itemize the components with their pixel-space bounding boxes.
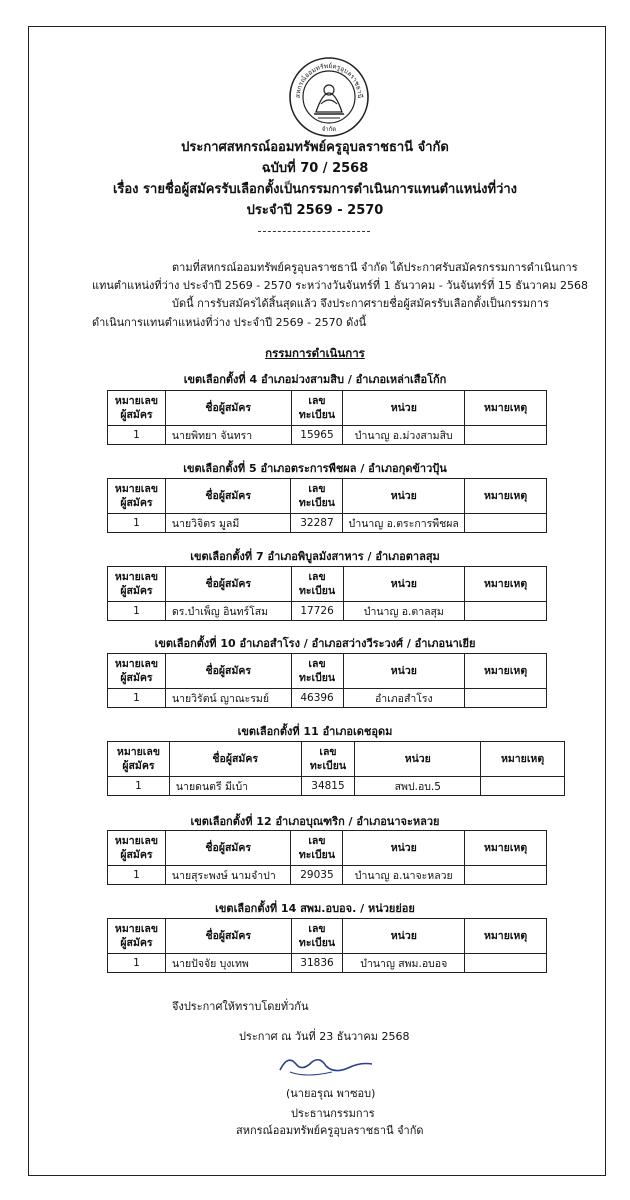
- header-number-line1: หมายเลข: [114, 923, 159, 935]
- header-candidate-number: [108, 479, 166, 514]
- candidate-registration: 32287: [291, 514, 343, 533]
- candidate-unit: บำนาญ สพม.อบอจ: [343, 954, 465, 973]
- candidate-name: ดร.บำเพ็ญ อินทร์โสม: [165, 602, 291, 621]
- candidate-registration: 46396: [291, 689, 343, 708]
- header-remark: หมายเหตุ: [481, 742, 565, 777]
- table-row: [108, 866, 547, 885]
- header-unit: หน่วย: [343, 391, 465, 426]
- signer-name: (นายอรุณ พาซอบ): [286, 1087, 376, 1100]
- section-title: เขตเลือกตั้งที่ 12 อำเภอบุณฑริก / อำเภอนาจะหลวย: [190, 815, 440, 828]
- candidate-unit: บำนาญ อ.นาจะหลวย: [343, 866, 465, 885]
- cooperative-seal-logo: [288, 56, 370, 138]
- table-header-row: [108, 742, 565, 777]
- candidate-registration: 29035: [291, 866, 343, 885]
- candidate-unit: บำนาญ อ.ตาลสุม: [343, 602, 465, 621]
- header-reg-line1: เลข: [308, 483, 326, 495]
- header-unit: หน่วย: [343, 919, 465, 954]
- section-title: เขตเลือกตั้งที่ 10 อำเภอสำโรง / อำเภอสว่างวีระวงศ์ / อำเภอนาเยีย: [154, 637, 476, 650]
- section-title: เขตเลือกตั้งที่ 11 อำเภอเดชอุดม: [237, 725, 393, 738]
- table-header-row: [108, 654, 547, 689]
- header-number-line2: ผู้สมัคร: [120, 497, 153, 509]
- table-row: [108, 602, 547, 621]
- candidate-unit: สพป.อบ.5: [355, 777, 481, 796]
- footer-date: ประกาศ ณ วันที่ 23 ธันวาคม 2568: [239, 1030, 410, 1043]
- header-registration: [301, 742, 355, 777]
- header-number-line1: หมายเลข: [114, 835, 158, 847]
- header-unit: หน่วย: [355, 742, 481, 777]
- candidate-name: นายดนตรี มีเบ้า: [169, 777, 301, 796]
- candidate-registration: 31836: [291, 954, 343, 973]
- table-header-row: [108, 479, 547, 514]
- header-number-line1: หมายเลข: [114, 658, 159, 670]
- candidate-number: 1: [108, 777, 170, 796]
- header-candidate-name: ชื่อผู้สมัคร: [165, 919, 291, 954]
- header-registration: [291, 479, 343, 514]
- header-unit: หน่วย: [343, 654, 465, 689]
- signer-position: ประธานกรรมการ: [291, 1107, 375, 1120]
- section-title: เขตเลือกตั้งที่ 5 อำเภอตระการพืชผล / อำเภอกุดข้าวปุ้น: [183, 462, 447, 475]
- candidate-number: 1: [108, 514, 166, 533]
- candidate-number: 1: [108, 866, 166, 885]
- notice-period: ประจำปี 2569 - 2570: [246, 203, 384, 218]
- header-number-line2: ผู้สมัคร: [120, 409, 153, 421]
- footer-notice: จึงประกาศให้ทราบโดยทั่วกัน: [172, 1000, 309, 1013]
- body-line-4: ดำเนินการแทนตำแหน่งที่ว่าง ประจำปี 2569 - 2570 ดังนี้: [92, 316, 367, 329]
- candidate-table: [107, 478, 547, 533]
- header-number-line1: หมายเลข: [114, 395, 158, 407]
- header-number-line2: ผู้สมัคร: [122, 760, 155, 772]
- candidate-remark: [465, 514, 547, 533]
- candidate-registration: 17726: [291, 602, 343, 621]
- table-row: [108, 777, 565, 796]
- notice-org-heading: ประกาศสหกรณ์ออมทรัพย์ครูอุบลราชธานี จำกัด: [181, 140, 449, 155]
- table-header-row: [108, 567, 547, 602]
- header-candidate-name: ชื่อผู้สมัคร: [165, 479, 291, 514]
- candidate-table: [107, 830, 547, 885]
- header-number-line2: ผู้สมัคร: [120, 585, 153, 597]
- candidate-number: 1: [108, 426, 166, 445]
- candidate-name: นายพิทยา จันทรา: [165, 426, 291, 445]
- table-row: [108, 689, 547, 708]
- candidate-number: 1: [108, 602, 166, 621]
- header-reg-line2: ทะเบียน: [309, 760, 347, 772]
- header-candidate-name: ชื่อผู้สมัคร: [165, 567, 291, 602]
- body-line-1: ตามที่สหกรณ์ออมทรัพย์ครูอุบลราชธานี จำกัด ได้ประกาศรับสมัครกรรมการดำเนินการ: [172, 261, 578, 274]
- header-number-line2: ผู้สมัคร: [120, 849, 153, 861]
- candidate-table: [107, 390, 547, 445]
- body-line-2: แทนตำแหน่งที่ว่าง ประจำปี 2569 - 2570 ระหว่างวันจันทร์ที่ 1 ธันวาคม - วันจันทร์ที่ 15 ธันวาคม 2568: [92, 279, 588, 292]
- candidate-number: 1: [108, 954, 166, 973]
- section-title: เขตเลือกตั้งที่ 4 อำเภอม่วงสามสิบ / อำเภอเหล่าเสือโก้ก: [183, 373, 447, 386]
- header-reg-line1: เลข: [308, 395, 326, 407]
- header-candidate-name: ชื่อผู้สมัคร: [169, 742, 301, 777]
- logo-ring-text: สหกรณ์ออมทรัพย์ครูอุบลราชธานี: [293, 61, 365, 99]
- header-candidate-number: [108, 567, 166, 602]
- candidate-unit: อำเภอสำโรง: [343, 689, 465, 708]
- candidate-table: [107, 566, 547, 621]
- header-registration: [291, 831, 343, 866]
- header-reg-line1: เลข: [308, 835, 326, 847]
- header-remark: หมายเหตุ: [465, 567, 547, 602]
- header-candidate-name: ชื่อผู้สมัคร: [165, 654, 291, 689]
- logo-bottom-text: จำกัด: [321, 126, 337, 133]
- candidate-table: [107, 918, 547, 973]
- candidate-name: นายสุระพงษ์ นามจำปา: [165, 866, 291, 885]
- header-reg-line2: ทะเบียน: [298, 937, 336, 949]
- header-remark: หมายเหตุ: [465, 391, 547, 426]
- table-header-row: [108, 391, 547, 426]
- header-candidate-name: ชื่อผู้สมัคร: [165, 831, 291, 866]
- candidate-unit: บำนาญ อ.ม่วงสามสิบ: [343, 426, 465, 445]
- table-row: [108, 514, 547, 533]
- header-unit: หน่วย: [343, 831, 465, 866]
- candidate-table: [107, 653, 547, 708]
- header-candidate-number: [108, 654, 166, 689]
- header-unit: หน่วย: [343, 479, 465, 514]
- header-reg-line2: ทะเบียน: [298, 497, 335, 509]
- header-number-line2: ผู้สมัคร: [120, 937, 153, 949]
- notice-subject: เรื่อง รายชื่อผู้สมัครรับเลือกตั้งเป็นกรรมการดำเนินการแทนตำแหน่งที่ว่าง: [112, 182, 518, 197]
- candidate-table: [107, 741, 565, 796]
- signer-organization: สหกรณ์ออมทรัพย์ครูอุบลราชธานี จำกัด: [236, 1124, 424, 1137]
- header-remark: หมายเหตุ: [465, 479, 547, 514]
- header-registration: [291, 391, 343, 426]
- header-reg-line2: ทะเบียน: [298, 849, 336, 861]
- candidate-remark: [481, 777, 565, 796]
- candidate-name: นายวิรัตน์ ญาณะรมย์: [165, 689, 291, 708]
- candidate-remark: [465, 426, 547, 445]
- signature-image: [276, 1050, 376, 1080]
- header-registration: [291, 654, 343, 689]
- committee-subheading: กรรมการดำเนินการ: [265, 346, 365, 360]
- candidate-unit: บำนาญ อ.ตระการพืชผล: [343, 514, 465, 533]
- header-unit: หน่วย: [343, 567, 465, 602]
- candidate-name: นายปัจจัย บุงเทพ: [165, 954, 291, 973]
- header-candidate-name: ชื่อผู้สมัคร: [165, 391, 291, 426]
- header-reg-line2: ทะเบียน: [298, 672, 336, 684]
- header-reg-line1: เลข: [308, 923, 326, 935]
- header-reg-line2: ทะเบียน: [298, 409, 336, 421]
- section-title: เขตเลือกตั้งที่ 7 อำเภอพิบูลมังสาหาร / อำเภอตาลสุม: [190, 550, 440, 563]
- header-candidate-number: [108, 391, 166, 426]
- table-row: [108, 426, 547, 445]
- candidate-remark: [465, 689, 547, 708]
- candidate-number: 1: [108, 689, 166, 708]
- header-remark: หมายเหตุ: [465, 831, 547, 866]
- header-candidate-number: [108, 919, 166, 954]
- heading-divider: [258, 231, 370, 232]
- candidate-registration: 34815: [301, 777, 355, 796]
- header-candidate-number: [108, 742, 170, 777]
- candidate-remark: [465, 602, 547, 621]
- header-registration: [291, 919, 343, 954]
- body-line-3: บัดนี้ การรับสมัครได้สิ้นสุดแล้ว จึงประกาศรายชื่อผู้สมัครรับเลือกตั้งเป็นกรรมการ: [172, 297, 549, 310]
- notice-issue-number: ฉบับที่ 70 / 2568: [261, 161, 369, 176]
- candidate-remark: [465, 866, 547, 885]
- section-title: เขตเลือกตั้งที่ 14 สพม.อบอจ. / หน่วยย่อย: [215, 902, 415, 915]
- table-header-row: [108, 919, 547, 954]
- header-reg-line1: เลข: [308, 571, 326, 583]
- header-registration: [291, 567, 343, 602]
- header-reg-line2: ทะเบียน: [298, 585, 336, 597]
- header-number-line1: หมายเลข: [116, 746, 160, 758]
- candidate-remark: [465, 954, 547, 973]
- header-number-line1: หมายเลข: [114, 483, 158, 495]
- table-row: [108, 954, 547, 973]
- header-remark: หมายเหตุ: [465, 919, 547, 954]
- header-number-line1: หมายเลข: [114, 571, 159, 583]
- candidate-registration: 15965: [291, 426, 343, 445]
- header-reg-line1: เลข: [308, 658, 326, 670]
- table-header-row: [108, 831, 547, 866]
- header-remark: หมายเหตุ: [465, 654, 547, 689]
- header-reg-line1: เลข: [319, 746, 337, 758]
- header-number-line2: ผู้สมัคร: [120, 672, 153, 684]
- header-candidate-number: [108, 831, 166, 866]
- candidate-name: นายวิจิตร มูลมี: [165, 514, 291, 533]
